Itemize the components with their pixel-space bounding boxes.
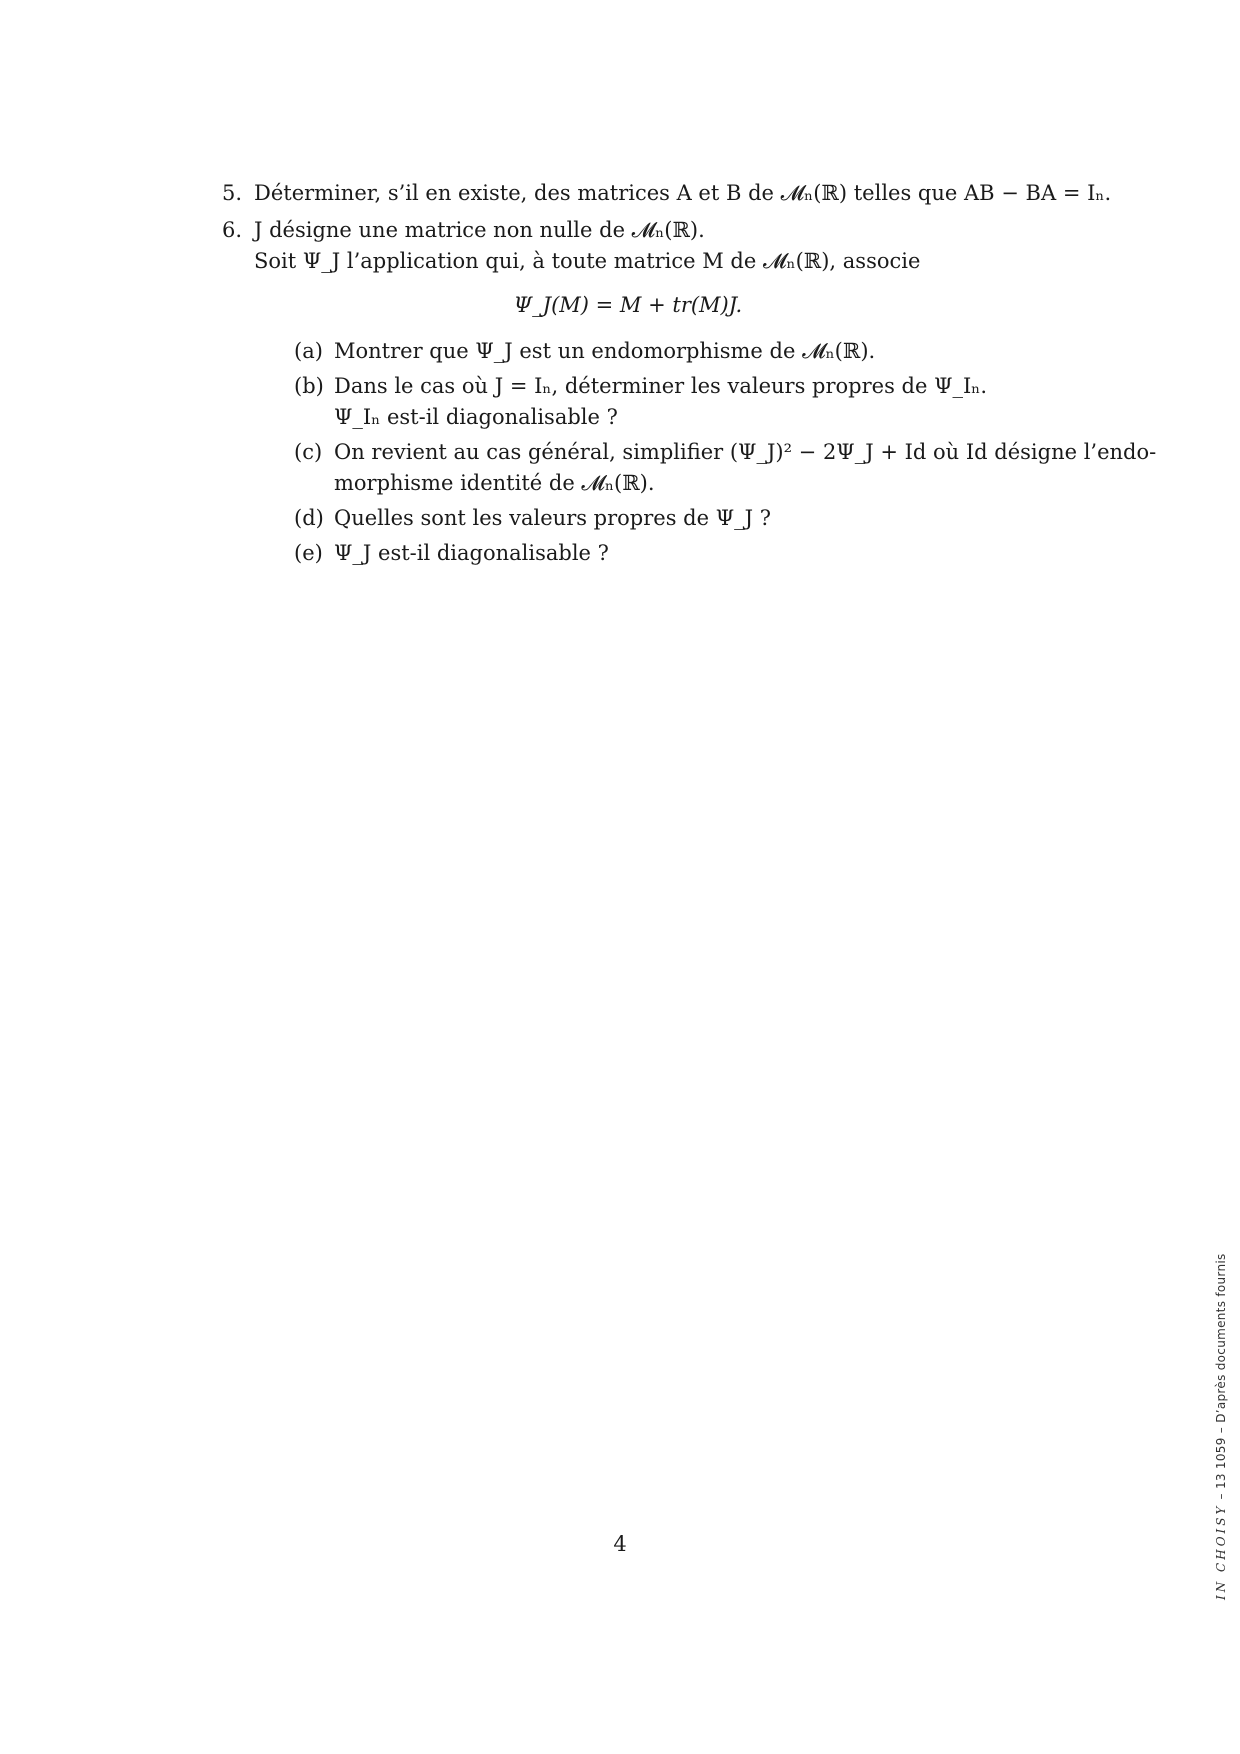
- subquestion-text: morphisme identité de 𝓜ₙ(ℝ).: [334, 471, 655, 495]
- subquestion-label: (e): [294, 541, 323, 565]
- subquestion-label: (a): [294, 339, 323, 363]
- subquestion-c: [294, 437, 1157, 499]
- subquestion-d: [294, 503, 1072, 534]
- question-text: Déterminer, s’il en existe, des matrices A et B de 𝓜ₙ(ℝ) telles que AB − BA = Iₙ.: [254, 181, 1112, 205]
- display-equation: Ψ_J(M) = M + tr(M)J.: [513, 293, 743, 317]
- subquestion-b: [294, 371, 1072, 433]
- subquestion-list: [254, 336, 1157, 569]
- subquestion-e: [294, 538, 1072, 569]
- printer-side-note: [1214, 1253, 1228, 1600]
- subquestion-label: (d): [294, 506, 324, 530]
- subquestion-text: Ψ_Iₙ est-il diagonalisable ?: [334, 405, 618, 429]
- question-text: Soit Ψ_J l’application qui, à toute matrice M de 𝓜ₙ(ℝ), associe: [254, 249, 921, 273]
- subquestion-text: Montrer que Ψ_J est un endomorphisme de 𝓜ₙ(ℝ).: [334, 339, 876, 363]
- subquestion-text: On revient au cas général, simplifier (Ψ_J)² − 2Ψ_J + Id où Id désigne l’endo-: [334, 440, 1157, 464]
- printer-reference: – 13 1059 – D’après documents fournis: [1214, 1253, 1228, 1504]
- question-number: 5.: [222, 181, 243, 205]
- exam-content: [222, 178, 1157, 575]
- question-5: [222, 178, 1112, 209]
- question-6: [222, 215, 1157, 569]
- subquestion-text: Dans le cas où J = Iₙ, déterminer les valeurs propres de Ψ_Iₙ.: [334, 374, 988, 398]
- subquestion-text: Quelles sont les valeurs propres de Ψ_J ?: [334, 506, 771, 530]
- subquestion-a: [294, 336, 1072, 367]
- page-number: 4: [613, 1532, 627, 1556]
- subquestion-text: Ψ_J est-il diagonalisable ?: [334, 541, 609, 565]
- printer-brand: IN CHOISY: [1214, 1503, 1228, 1600]
- question-number: 6.: [222, 218, 243, 242]
- question-text: J désigne une matrice non nulle de 𝓜ₙ(ℝ).: [254, 218, 705, 242]
- subquestion-label: (b): [294, 374, 324, 398]
- subquestion-label: (c): [294, 440, 323, 464]
